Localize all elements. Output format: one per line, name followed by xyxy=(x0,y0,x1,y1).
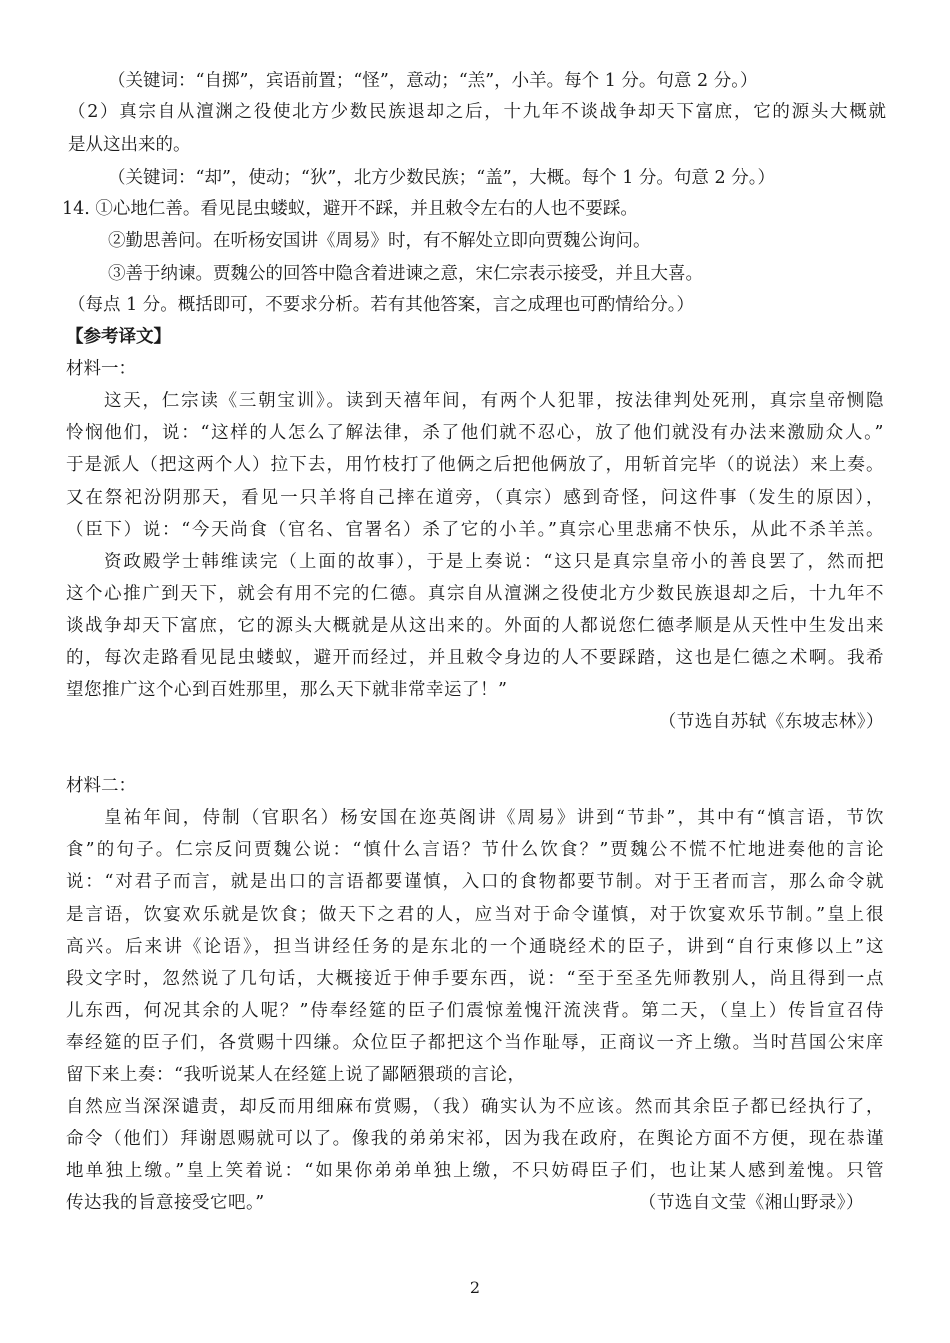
material-1-line: 于是派人（把这两个人）拉下去，用竹枝打了他俩之后把他俩放了，用斩首完毕（的说法）来上奏。 xyxy=(66,455,884,475)
material-1-line: 又在祭祀汾阴那天，看见一只羊将自己摔在道旁，（真宗）感到奇怪，问这件事（发生的原因）， xyxy=(66,488,884,508)
material-1-line: 这天，仁宗读《三朝宝训》。读到天禧年间，有两个人犯罪，按法律判处死刑，真宗皇帝恻隐 xyxy=(104,391,884,411)
answer-13-2: （2）真宗自从澶渊之役使北方少数民族退却之后，十九年不谈战争却天下富庶，它的源头大概就 xyxy=(68,102,886,122)
material-1-source: （节选自苏轼《东坡志林》） xyxy=(658,712,884,732)
answer-14-point-2: ②勤思善问。在听杨安国讲《周易》时，有不解处立即向贾魏公询问。 xyxy=(108,231,651,251)
answer-14-note: （每点 1 分。概括即可，不要求分析。若有其他答案，言之成理也可酌情给分。） xyxy=(68,295,695,315)
material-2-source: （节选自文莹《湘山野录》） xyxy=(638,1193,864,1213)
translation-heading: 【参考译文】 xyxy=(66,327,171,347)
material-2-line: 留下来上奏：“我听说某人在经筵上说了鄙陋猥琐的言论， xyxy=(66,1065,526,1085)
material-2-line: 奉经筵的臣子们，各赏赐十四缣。众位臣子都把这个当作耻辱，正商议一齐上缴。当时莒国公宋庠 xyxy=(66,1033,884,1053)
material-2-line: 儿东西，何况其余的人呢？”侍奉经筵的臣子们震惊羞愧汗流浃背。第二天，（皇上）传旨宣召侍 xyxy=(66,1001,884,1021)
material-2-line: 地单独上缴。”皇上笑着说：“如果你弟弟单独上缴，不只妨碍臣子们，也让某人感到羞愧。只管 xyxy=(66,1161,884,1181)
material-2-line: 自然应当深深谴责，却反而用细麻布赏赐，（我）确实认为不应该。然而其余臣子都已经执行了， xyxy=(66,1097,884,1117)
material-1-line: 的，每次走路看见昆虫蝼蚁，避开而经过，并且敕令身边的人不要踩踏，这也是仁德之术啊。我希 xyxy=(66,648,884,668)
material-2-line: 传达我的旨意接受它吧。” xyxy=(66,1193,265,1213)
material-1-line: 资政殿学士韩维读完（上面的故事），于是上奏说：“这只是真宗皇帝小的善良罢了，然而把 xyxy=(104,552,884,572)
material-2-line: 命令（他们）拜谢恩赐就可以了。像我的弟弟宋祁，因为我在政府，在舆论方面不方便，现在恭谨 xyxy=(66,1129,884,1149)
material-1-line: （臣下）说：“今天尚食（官名、官署名）杀了它的小羊。”真宗心里悲痛不快乐，从此不杀羊羔。 xyxy=(66,520,884,540)
answer-14-point-1: 14. ①心地仁善。看见昆虫蝼蚁，避开不踩，并且敕令左右的人也不要踩。 xyxy=(62,199,638,219)
material-2-title: 材料二： xyxy=(66,776,136,796)
material-2-line: 高兴。后来讲《论语》，担当讲经任务的是东北的一个通晓经术的臣子，讲到“自行束修以上”这 xyxy=(66,937,884,957)
material-2-line: 皇祐年间，侍制（官职名）杨安国在迩英阁讲《周易》讲到“节卦”，其中有“慎言语，节饮 xyxy=(104,808,884,828)
material-1-line: 谈战争却天下富庶，它的源头大概就是从这出来的。外面的人都说您仁德孝顺是从天性中生发出来 xyxy=(66,616,884,636)
material-2-line: 说：“对君子而言，就是出口的言语都要谨慎，入口的食物都要节制。对于王者而言，那么命令就 xyxy=(66,872,884,892)
material-2-line: 段文字时，忽然说了几句话，大概接近于伸手要东西，说：“至于至圣先师教别人，尚且得到一点 xyxy=(66,969,884,989)
material-1-title: 材料一： xyxy=(66,359,136,379)
material-1-line: 望您推广这个心到百姓那里，那么天下就非常幸运了！” xyxy=(66,680,508,700)
answer-keywords-2: （关键词：“却”，使动；“狄”，北方少数民族；“盖”，大概。每个 1 分。句意 2 分。） xyxy=(108,168,775,188)
page-number: 2 xyxy=(469,1278,481,1297)
material-2-line: 是言语，饮宴欢乐就是饮食；做天下之君的人，应当对于命令谨慎，对于饮宴欢乐节制。”皇上很 xyxy=(66,905,884,925)
material-1-line: 怜悯他们，说：“这样的人怎么了解法律，杀了他们就不忍心，放了他们就没有办法来激励众人。” xyxy=(66,423,884,443)
answer-14-point-3: ③善于纳谏。贾魏公的回答中隐含着进谏之意，宋仁宗表示接受，并且大喜。 xyxy=(108,264,703,284)
material-1-line: 这个心推广到天下，就会有用不完的仁德。真宗自从澶渊之役使北方少数民族退却之后，十九年不 xyxy=(66,584,884,604)
answer-13-2-cont: 是从这出来的。 xyxy=(68,135,191,155)
material-2-line: 食”的句子。仁宗反问贾魏公说：“慎什么言语？节什么饮食？”贾魏公不慌不忙地进奏他的言论 xyxy=(66,840,884,860)
answer-keywords-1: （关键词：“自掷”，宾语前置；“怪”，意动；“羔”，小羊。每个 1 分。句意 2 分。） xyxy=(108,71,758,91)
